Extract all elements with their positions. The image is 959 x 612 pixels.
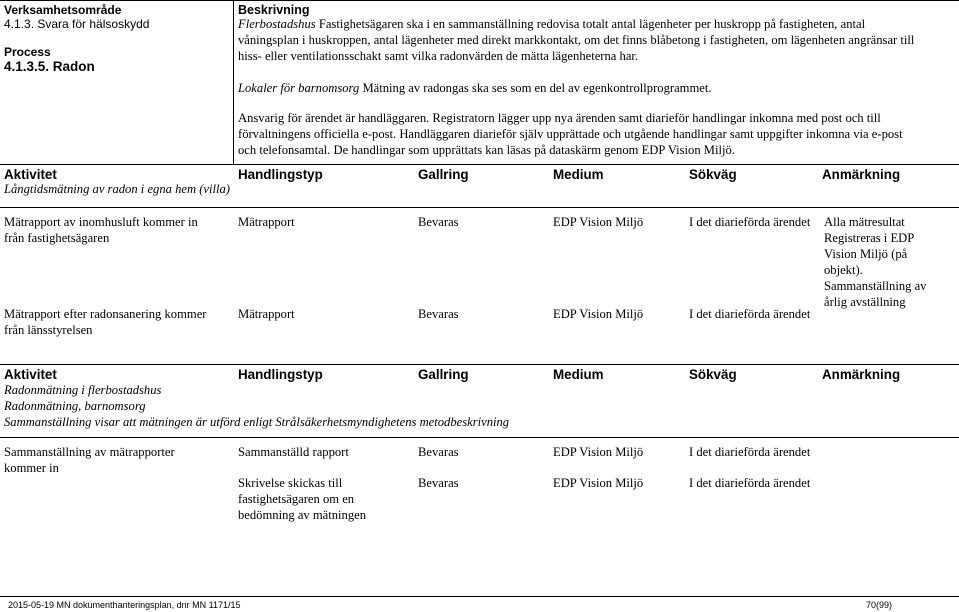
footer-page-number: 70(99) xyxy=(866,600,893,610)
t1-row-1-path: I det diarieförda ärendet xyxy=(689,215,811,229)
description-p2-lead: Lokaler för barnomsorg xyxy=(238,81,360,95)
description-p3-line-3: och telefonsamtal. De handlingar som upprättats kan läsas på dataskärm genom EDP Vision Miljö. xyxy=(238,143,735,157)
process-label: Process xyxy=(4,45,51,59)
t2-row-1-activity: Sammanställning av mätrapporter kommer in xyxy=(4,445,175,475)
description-paragraph-2 xyxy=(238,80,712,96)
sidebar-area: 4.1.3. Svara för hälsoskydd xyxy=(4,17,150,31)
footer-document-info: 2015-05-19 MN dokumenthanteringsplan, dnr MN 1171/15 xyxy=(8,600,241,610)
t1-row-1-gallring: Bevaras xyxy=(418,215,459,229)
t1-row-1-medium: EDP Vision Miljö xyxy=(553,215,644,229)
t1-row-2-path: I det diarieförda ärendet xyxy=(689,307,811,321)
t2-row-2-type: Skrivelse skickas till fastighetsägaren om en bedömning av mätningen xyxy=(238,476,367,522)
t1-header-gallring: Gallring xyxy=(418,167,469,182)
footer-rule xyxy=(0,596,959,597)
t2-header-path: Sökväg xyxy=(689,367,737,382)
t2-row-2-medium: EDP Vision Miljö xyxy=(553,476,644,490)
t1-row-2-gallring: Bevaras xyxy=(418,307,459,321)
description-heading: Beskrivning xyxy=(238,3,310,17)
process-value: 4.1.3.5. Radon xyxy=(4,59,95,74)
t2-header-separator xyxy=(0,437,959,438)
sidebar-divider xyxy=(233,0,234,164)
t2-row-1-path: I det diarieförda ärendet xyxy=(689,445,811,459)
t2-activity-titles: Radonmätning i flerbostadshus Radonmätning, barnomsorg Sammanställning visar att mätningen är utförd enligt Strålsäkerhetsmyndighetens metodbeskrivning xyxy=(4,383,510,429)
t1-header-remark: Anmärkning xyxy=(822,167,901,182)
header-bottom-border xyxy=(0,164,959,165)
t1-header-medium: Medium xyxy=(553,167,604,182)
t1-row-2-medium: EDP Vision Miljö xyxy=(553,307,644,321)
t2-header-activity: Aktivitet xyxy=(4,367,57,382)
t1-row-2-type: Mätrapport xyxy=(238,307,295,321)
sidebar-heading: Verksamhetsområde xyxy=(4,3,122,17)
description-p1-line-1: Flerbostadshus Fastighetsägaren ska i en sammanställning redovisa totalt antal lägenheter per huskropp på fastigheten, antal xyxy=(238,17,866,31)
top-border xyxy=(0,0,959,1)
description-paragraph-1 xyxy=(238,16,956,64)
description-p3-line-2: förvaltningens officiella e-post. Handläggaren diarieför själv upprättade och utgående handlingar samt uppgifter inkomna via e-post xyxy=(238,127,903,141)
t2-row-1-medium: EDP Vision Miljö xyxy=(553,445,644,459)
t2-row-1-type: Sammanställd rapport xyxy=(238,445,349,459)
t2-header-type: Handlingstyp xyxy=(238,367,323,382)
description-p3-line-1: Ansvarig för ärendet är handläggaren. Registratorn lägger upp nya ärenden samt diarieför handlingar inkomna med post och till xyxy=(238,111,881,125)
t2-row-2-gallring: Bevaras xyxy=(418,476,459,490)
t2-row-2-path: I det diarieförda ärendet xyxy=(689,476,811,490)
t1-header-path: Sökväg xyxy=(689,167,737,182)
t2-header-medium: Medium xyxy=(553,367,604,382)
t1-header-separator xyxy=(0,207,959,208)
t2-top-border xyxy=(0,364,959,365)
description-p2-text: Mätning av radongas ska ses som en del av egenkontrollprogrammet. xyxy=(359,81,712,95)
t1-remark: Alla mätresultat Registreras i EDP Vision Miljö (på objekt). Sammanställning av årlig avställning xyxy=(824,215,927,309)
t1-row-1-activity: Mätrapport av inomhusluft kommer in från fastighetsägaren xyxy=(4,215,198,245)
t1-header-type: Handlingstyp xyxy=(238,167,323,182)
t1-header-activity: Aktivitet xyxy=(4,167,57,182)
description-p1-line-2: våningsplan i huskroppen, antal lägenheter med direkt markkontakt, om det finns blåbetong i fastigheten, om lägenheten angränsar till xyxy=(238,33,915,47)
description-p1-line-3: hiss- eller ventilationsschakt samt vilka radonvärden de mätta lägenheterna har. xyxy=(238,49,639,63)
t2-row-1-gallring: Bevaras xyxy=(418,445,459,459)
t2-header-gallring: Gallring xyxy=(418,367,469,382)
description-paragraph-3 xyxy=(238,110,903,158)
description-p1-lead: Flerbostadshus xyxy=(238,17,316,31)
t1-row-1-type: Mätrapport xyxy=(238,215,295,229)
t2-header-remark: Anmärkning xyxy=(822,367,901,382)
t1-row-2-activity: Mätrapport efter radonsanering kommer från länsstyrelsen xyxy=(4,307,207,337)
t1-activity-title: Långtidsmätning av radon i egna hem (villa) xyxy=(4,182,230,196)
